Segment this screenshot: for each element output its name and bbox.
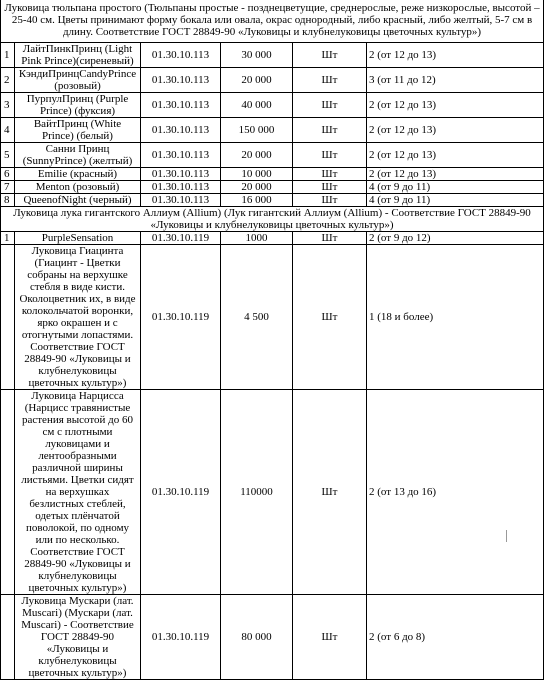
item-unit: Шт — [293, 43, 367, 68]
text-cursor — [506, 530, 507, 542]
item-unit: Шт — [293, 68, 367, 93]
row-number: 1 — [1, 232, 15, 245]
item-unit: Шт — [293, 168, 367, 181]
item-size-group: 2 (от 12 до 13) — [367, 43, 544, 68]
item-unit: Шт — [293, 245, 367, 390]
item-size-group: 2 (от 6 до 8) — [367, 595, 544, 680]
item-size-group: 2 (от 12 до 13) — [367, 93, 544, 118]
row-number — [1, 595, 15, 680]
item-size-group: 2 (от 12 до 13) — [367, 168, 544, 181]
item-size-group: 2 (от 12 до 13) — [367, 118, 544, 143]
item-size-group: 2 (от 13 до 16) — [367, 390, 544, 595]
item-quantity: 1000 — [221, 232, 293, 245]
item-quantity: 16 000 — [221, 194, 293, 207]
table-row — [1, 43, 544, 68]
item-quantity: 40 000 — [221, 93, 293, 118]
item-size-group: 1 (18 и более) — [367, 245, 544, 390]
item-size-group: 4 (от 9 до 11) — [367, 194, 544, 207]
item-quantity: 110000 — [221, 390, 293, 595]
item-name: Menton (розовый) — [15, 181, 141, 194]
table-row — [1, 390, 544, 595]
table-row — [1, 232, 544, 245]
item-name: PurpleSensation — [15, 232, 141, 245]
item-code: 01.30.10.119 — [141, 232, 221, 245]
row-number: 2 — [1, 68, 15, 93]
item-code: 01.30.10.113 — [141, 93, 221, 118]
item-unit: Шт — [293, 595, 367, 680]
item-code: 01.30.10.113 — [141, 68, 221, 93]
item-code: 01.30.10.119 — [141, 595, 221, 680]
item-size-group: 4 (от 9 до 11) — [367, 181, 544, 194]
table-row — [1, 143, 544, 168]
item-unit: Шт — [293, 181, 367, 194]
item-quantity: 20 000 — [221, 181, 293, 194]
item-size-group: 2 (от 9 до 12) — [367, 232, 544, 245]
item-name: Санни Принц (SunnyPrince) (желтый) — [15, 143, 141, 168]
table-row — [1, 194, 544, 207]
row-number: 5 — [1, 143, 15, 168]
item-size-group: 3 (от 11 до 12) — [367, 68, 544, 93]
row-number: 4 — [1, 118, 15, 143]
item-unit: Шт — [293, 390, 367, 595]
item-code: 01.30.10.113 — [141, 194, 221, 207]
item-code: 01.30.10.113 — [141, 118, 221, 143]
row-number: 7 — [1, 181, 15, 194]
table-row — [1, 245, 544, 390]
item-size-group: 2 (от 12 до 13) — [367, 143, 544, 168]
tulip-section-header: Луковица тюльпана простого (Тюльпаны простые - позднецветущие, среднерослые, реже низкорослые, высотой – 25-40 см. Цветы принимают форму бокала или овала, окрас однородный, либо красный, либо желтый, 5-7 см в длину. Соответствие ГОСТ 28849-90 «Луковицы и клубнелуковицы цветочных культур») — [1, 0, 544, 43]
item-quantity: 150 000 — [221, 118, 293, 143]
item-name: ВайтПринц (White Prince) (белый) — [15, 118, 141, 143]
item-name: КэндиПринцCandyPrince (розовый) — [15, 68, 141, 93]
item-quantity: 80 000 — [221, 595, 293, 680]
item-quantity: 20 000 — [221, 68, 293, 93]
item-name: Луковица Гиацинта (Гиацинт - Цветки собраны на верхушке стебля в виде кисти. Околоцветник их, в виде колокольчатой воронки, ярко окрашен и с отогнутыми лопастями. Соответствие ГОСТ 28849-90 «Луковицы и клубнелуковицы цветочных культур») — [15, 245, 141, 390]
row-number — [1, 245, 15, 390]
item-name: ПурпулПринц (Purple Prince) (фуксия) — [15, 93, 141, 118]
row-number: 3 — [1, 93, 15, 118]
item-unit: Шт — [293, 232, 367, 245]
table-row — [1, 181, 544, 194]
item-name: Луковица Мускари (лат. Muscari) (Мускари (лат. Muscari) - Соответствие ГОСТ 28849-90 «Луковицы и клубнелуковицы цветочных культур») — [15, 595, 141, 680]
item-name: Луковица Нарцисса (Нарцисс травянистые растения высотой до 60 см с плотными луковицами и лентообразными различной ширины листьями. Цветки сидят на верхушках безлистных стеблей, одетых плёнчатой поволокой, по одному или по несколько. Соответствие ГОСТ 28849-90 «Луковицы и клубнелуковицы цветочных культур») — [15, 390, 141, 595]
allium-section-header: Луковица лука гигантского Аллиум (Allium) (Лук гигантский Аллиум (Allium) - Соответствие ГОСТ 28849-90 «Луковицы и клубнелуковицы цветочных культур») — [1, 207, 544, 232]
table-row — [1, 68, 544, 93]
table-row — [1, 93, 544, 118]
item-quantity: 20 000 — [221, 143, 293, 168]
item-code: 01.30.10.113 — [141, 143, 221, 168]
item-code: 01.30.10.119 — [141, 390, 221, 595]
tulip-section-header-row — [1, 0, 544, 43]
row-number — [1, 390, 15, 595]
item-quantity: 4 500 — [221, 245, 293, 390]
item-unit: Шт — [293, 143, 367, 168]
item-quantity: 10 000 — [221, 168, 293, 181]
table-row — [1, 595, 544, 680]
item-name: ЛайтПинкПринц (Light Pink Prince)(сиреневый) — [15, 43, 141, 68]
allium-section-header-row — [1, 207, 544, 232]
row-number: 6 — [1, 168, 15, 181]
item-code: 01.30.10.119 — [141, 245, 221, 390]
item-code: 01.30.10.113 — [141, 43, 221, 68]
item-quantity: 30 000 — [221, 43, 293, 68]
item-unit: Шт — [293, 118, 367, 143]
row-number: 1 — [1, 43, 15, 68]
item-unit: Шт — [293, 194, 367, 207]
item-code: 01.30.10.113 — [141, 168, 221, 181]
table-row — [1, 118, 544, 143]
item-code: 01.30.10.113 — [141, 181, 221, 194]
item-unit: Шт — [293, 93, 367, 118]
table-row — [1, 168, 544, 181]
item-name: Emilie (красный) — [15, 168, 141, 181]
row-number: 8 — [1, 194, 15, 207]
item-name: QueenofNight (черный) — [15, 194, 141, 207]
